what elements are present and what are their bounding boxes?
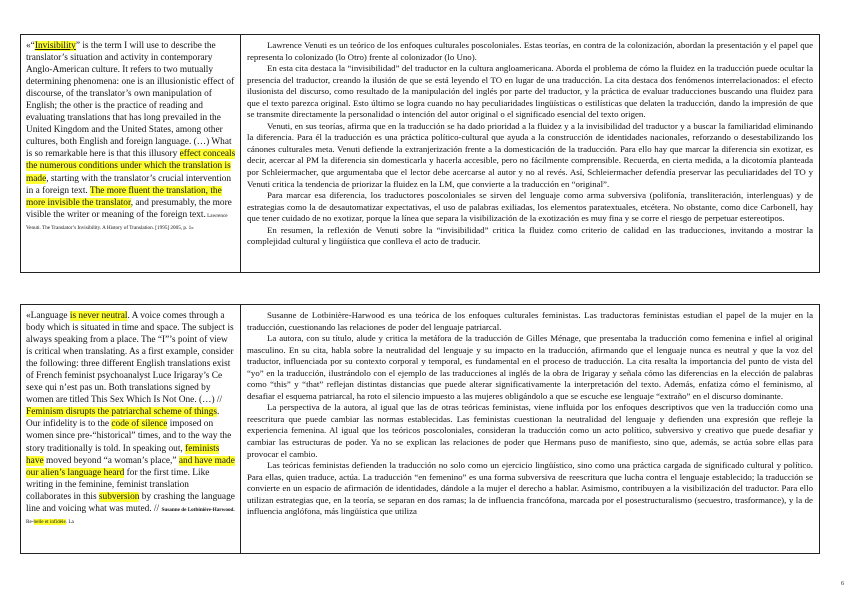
citation: Lawrence Venuti. The Translator’s Invisibility. A History of Translation. [1995] 2005, p. 1» — [26, 212, 228, 231]
paragraph: La autora, con su título, alude y critica la metáfora de la traducción de Gilles Ménage, que presentaba la traducción como femenina e infiel al original masculino. En su cita, habla sobre la neutralidad del lenguaje y su impacto en la traducción, afirmando que el lenguaje nunca es neutral y que la voz del traductor, influenciada por su contexto corporal y temporal, es fundamental en el proceso de traducción. La cita resalta la importancia del punto de vista del “yo” en la traducción, ilustrándolo con el ejemplo de las traducciones al inglés de la obra de Irigaray y señala cómo las diferencias en la elección de palabras como “this” y “that” reflejan distintas distancias que puede alterar significativamente la interpretación del texto. Además, enfatiza cómo el feminismo, al desafiar el esquema patriarcal, ha roto el silencio impuesto a las mujeres obligándolo a que se escuche ese lenguaje “extraño” en el discurso dominante. — [247, 333, 813, 401]
highlight-fluent: The more fluent the translation, the more invisible the translator — [26, 185, 222, 208]
citation: . La — [65, 518, 74, 525]
paragraph: Susanne de Lotbinière-Harwood es una teórica de los enfoques culturales feministas. Las traductoras feministas estudian el papel de la mujer en la traducción, cuestionando las relaciones de poder del lenguaje patriarcal. — [247, 310, 813, 332]
highlight-effect: effect conceals the numerous conditions under which the translation is made — [26, 149, 236, 184]
quote-cell-lotbiniere — [21, 305, 241, 553]
paragraph: Lawrence Venuti es un teórico de los enfoques culturales poscoloniales. Estas teorías, en contra de la colonización, abordan la presentación y el papel que representa lo colonizado (lo Otro) frente al colonizador (lo Uno). — [247, 40, 813, 62]
highlight-feminists-have: feminists have — [26, 443, 220, 466]
quote-text: , starting with the translator’s crucial intervention in a foreign text. — [26, 173, 232, 196]
commentary-cell-venuti — [241, 35, 819, 272]
paragraph: Las teóricas feministas defienden la traducción no solo como un ejercicio lingüístico, sino como una práctica cargada de significado cultural y político. Para ellas, quien traduce, actúa. La traducción “en femenino” es una forma subversiva de reescritura que lucha contra el lenguaje establecido; la traducción se convierte en un espacio de afirmación de identidades, dándole a la mujer el derecho a hablar. Asimismo, contribuyen a la visibilización del traductor. Para ello utilizan estrategias que, en la teoría, se separan en dos ramas; la de influencia francófona, marcada por el posestructuralismo (secuestro, trasformance), y la de influencia anglófona, más lingüística que utiliza — [247, 460, 813, 517]
citation-author: Susanne de Lotbinière-Harwood. — [161, 506, 235, 513]
paragraph: En resumen, la reflexión de Venuti sobre la “invisibilidad” critica la fluidez como criterio de calidad en las traducciones, invitando a mostrar la complejidad cultural y lingüística que conlleva el acto de traducir. — [247, 224, 813, 247]
quote-text: «Language — [26, 311, 70, 321]
quote-text: moved beyond “a woman’s place,” — [43, 455, 179, 466]
quote-text: for the first time. Like writing in the feminine, feminist translation collaborates in this — [26, 467, 210, 502]
highlight-subversion: subversion — [98, 491, 140, 502]
quote-text: imposed on women since pre-“historical” times, and to the way the story traditionally is told. In speaking out, — [26, 419, 232, 454]
page-number: 6 — [841, 581, 844, 587]
commentary-cell-lotbiniere — [241, 305, 819, 553]
highlight-neutral: is never neutral — [69, 311, 128, 321]
paragraph: En esta cita destaca la “invisibilidad” del traductor en la cultura angloamericana. Aborda el problema de cómo la fluidez en la traducción puede ocultar la presencia del traductor, creando la ilusión de que se está leyendo el TO en lugar de una traducción. La cita destaca dos fenómenos interrelacionados: el efecto ilusionista del discurso, como resultado de la manipulación del inglés por parte del traductor, y la práctica de evaluar traducciones buscando una fluidez para que el texto parezca original. Esto último se logra cuando no hay peculiaridades lingüísticas o estilísticas que delaten la traducción, dando la impresión de que se transmite directamente la personalidad o intención del autor original o el significado esencial del texto origen. — [247, 63, 813, 120]
paragraph: Venuti, en sus teorías, afirma que en la traducción se ha dado prioridad a la fluidez y a la invisibilidad del traductor y a buscar la familiaridad eliminando la diferencia. Para él la traducción es una práctica político-cultural que ayuda a la construcción de identidades nacionales, reforzando o desestabilizando los cánones culturales meta. Venuti defiende la extranjerización frente a la domesticación de la traducción. Para ello hay que marcar la diferencia sin exotizar, es decir, acercar al PM la diferencia sin domesticarla y hacerla accesible, pero no fácilmente comprensible. Recuerda, en cierta medida, a la dicotomía planteada por Schleiermacher, que argumentaba que el lector debe acercarse al autor y no al revés. Así, Schleiermacher defendía preservar las peculiaridades del TO y Venuti critica la tendencia de priorizar la fluidez en la LM, que convierte a la traducción en “original”. — [247, 120, 813, 189]
highlight-code-of-silence: code of silence — [111, 419, 168, 430]
quote-text: ” is the term I will use to describe the translator’s situation and activity in contemporary Anglo-American culture. It refers to two mutually determining phenomena: one is an illusionistic effect of discourse, of the translator’s own manipulation of English; the other is the practice of reading and evaluating translations that has long prevailed in the United Kingdom and the United States, among other cultures, both English and foreign language. (…) What is so remarkable here is that this illusory — [26, 41, 235, 160]
highlight-feminism: Feminism disrupts the patriarchal scheme of things — [26, 407, 217, 418]
highlight-citation-title: belle et infidèle — [33, 518, 66, 525]
paragraph: Para marcar esa diferencia, los traductores poscoloniales se sirven del lenguaje como arma subversiva (polifonía, transliteración, interlenguas) y de estrategias como la de desautomatizar expectativas, el uso de palabras exiliadas, los elementos paratextuales, etcétera. No obstante, como dice Carbonell, hay que tener cuidado de no exotizar, porque la línea que separa la visibilización de la exotización es muy fina y se corre el riesgo de perpetuar estereotipos. — [247, 190, 813, 224]
citation: Re- — [26, 518, 34, 525]
table-row-venuti — [20, 34, 820, 273]
highlight-invisibility: Invisibility — [34, 41, 76, 51]
highlight-alien-language: and have made our alien’s language heard — [26, 455, 235, 478]
table-row-lotbiniere — [20, 304, 820, 554]
quote-text: , and presumably, the more visible the writer or meaning of the foreign text. — [26, 197, 232, 220]
quote-cell-venuti — [21, 35, 241, 272]
paragraph: La perspectiva de la autora, al igual que las de otras teóricas feministas, viene influida por los enfoques descriptivos que ven la traducción como una reescritura que puede cambiar las normas establecidas. Las feministas cuestionan la neutralidad del lenguaje y defienden una expresión que refleje la experiencia femenina. Al igual que los teóricos poscoloniales, consideran la traducción como un acto político, subversivo y creativo que puede desafiar y cambiar las estructuras de poder. Ya no se explican las relaciones de poder que Hermans puso de manifiesto, sino que, además, se actúa sobre ellas para provocar el cambio. — [247, 402, 813, 459]
quote-text: «“ — [26, 41, 35, 51]
quote-text: . A voice comes through a body which is situated in time and space. The subject is always speaking from a place. The “I”’s point of view is critical when translating. As a first example, consider the following: three different English translations exist of French feminist psychoanalyst Luce Irigaray’s Ce sexe qui n’est pas un. Both translations signed by women are titled This Sex Which Is Not One. (…) // — [26, 311, 234, 406]
quote-text: . Our infidelity is to the — [26, 407, 220, 430]
quote-text: by crashing the language line and voicing what was muted. // — [26, 491, 235, 514]
